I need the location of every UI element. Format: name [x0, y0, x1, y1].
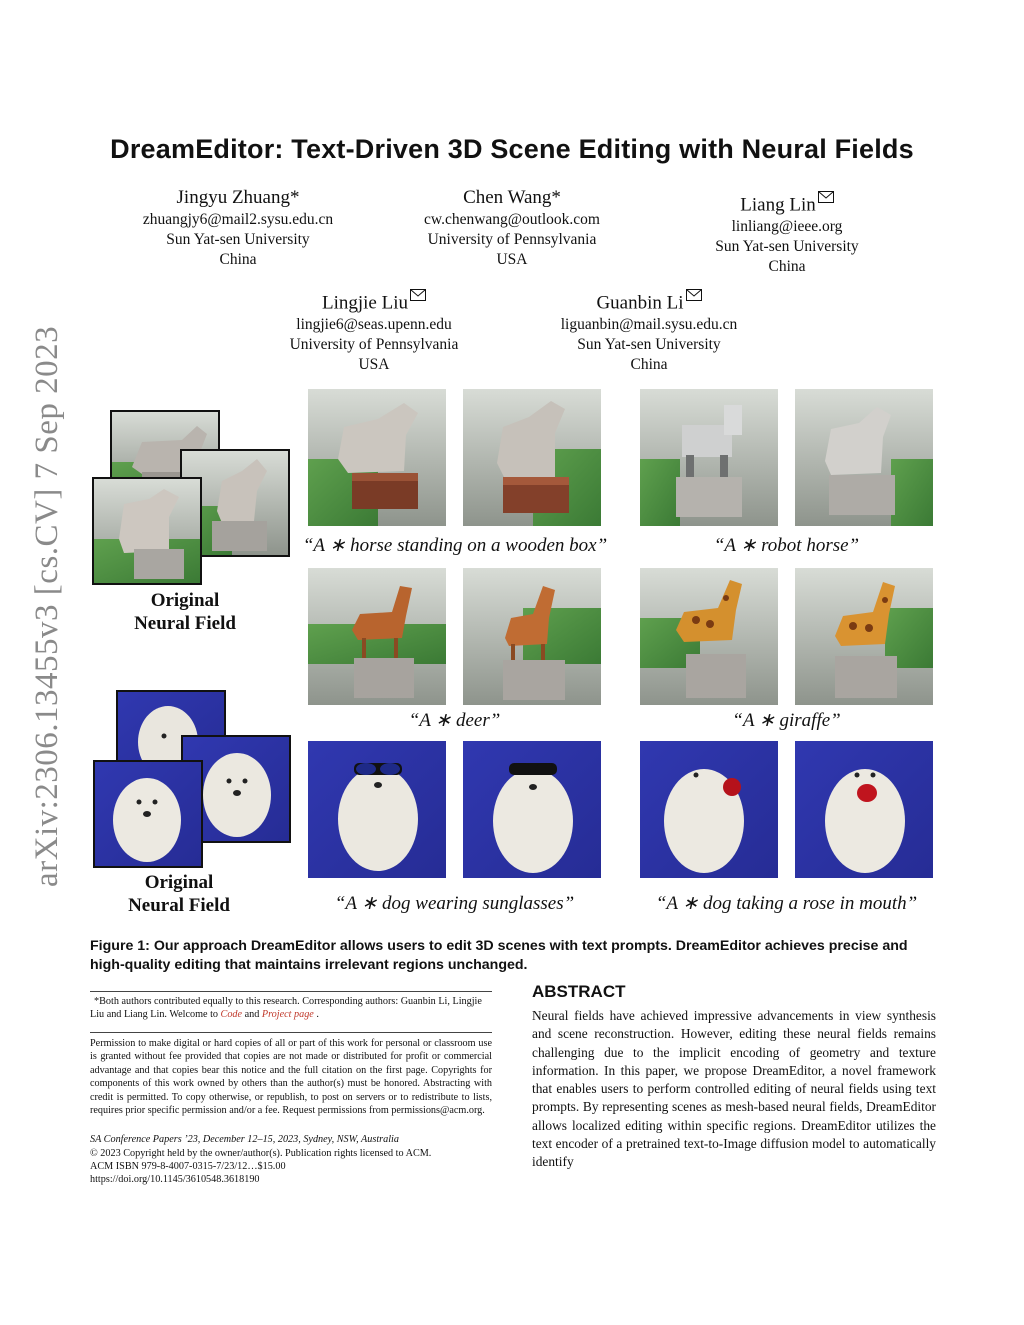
envelope-icon	[818, 186, 834, 210]
author-email[interactable]: lingjie6@seas.upenn.edu	[296, 316, 452, 334]
edited-giraffe-1	[640, 568, 778, 705]
edited-dog-sunglasses-1	[308, 741, 446, 878]
author-name: Chen Wang*	[463, 187, 561, 208]
edited-dog-rose-2	[795, 741, 933, 878]
edited-giraffe-2	[795, 568, 933, 705]
author-block	[382, 186, 642, 270]
footnote-end: .	[313, 1009, 319, 1021]
author-country: China	[219, 251, 257, 268]
doi-link[interactable]: https://doi.org/10.1145/3610548.3618190	[90, 1174, 260, 1185]
original-dog-view-3	[93, 760, 203, 868]
edited-horse-box-2	[463, 389, 601, 526]
footnote-divider	[90, 991, 492, 992]
figure-caption: Figure 1: Our approach DreamEditor allows users to edit 3D scenes with text prompts. DreamEditor achieves precise and high-quality editing that maintains irrelevant regions unchanged.	[90, 938, 908, 973]
edited-dog-rose-1	[640, 741, 778, 878]
original-label-horse: Original Neural Field	[134, 590, 236, 634]
author-block	[108, 186, 368, 270]
permission-divider	[90, 1032, 492, 1033]
arxiv-stamp: arXiv:2306.13455v3 [cs.CV] 7 Sep 2023	[29, 325, 65, 887]
footnote	[90, 995, 492, 1022]
edited-robot-horse-1	[640, 389, 778, 526]
project-page-link[interactable]: Project page	[261, 1009, 314, 1021]
caption-horse-box: “A ∗ horse standing on a wooden box”	[302, 535, 608, 556]
edited-horse-box-1	[308, 389, 446, 526]
author-country: USA	[358, 356, 390, 374]
footnote-text: *Both authors contributed equally to this research. Corresponding authors: Guanbin Li, Lingjie Liu and Liang Lin. Welcome to	[90, 996, 482, 1021]
footnote-and: and	[242, 1009, 262, 1021]
envelope-icon	[686, 284, 702, 308]
original-horse-view-3	[92, 477, 202, 585]
code-link[interactable]: Code	[220, 1009, 243, 1021]
isbn: ACM ISBN 979-8-4007-0315-7/23/12…$15.00	[90, 1161, 286, 1172]
edited-deer-2	[463, 568, 601, 705]
author-email[interactable]: linliang@ieee.org	[731, 218, 843, 236]
author-country: China	[630, 356, 668, 374]
author-name: Jingyu Zhuang*	[176, 187, 300, 208]
author-country: China	[768, 258, 806, 276]
author-affiliation: Sun Yat-sen University	[577, 336, 721, 354]
author-affiliation: University of Pennsylvania	[427, 231, 597, 248]
author-affiliation: University of Pennsylvania	[289, 336, 459, 354]
author-block	[657, 186, 917, 277]
edited-robot-horse-2	[795, 389, 933, 526]
author-email[interactable]: liguanbin@mail.sysu.edu.cn	[560, 316, 738, 334]
author-block	[244, 284, 504, 375]
author-email[interactable]: zhuangjy6@mail2.sysu.edu.cn	[142, 211, 334, 228]
abstract-text: Neural fields have achieved impressive advancements in view synthesis and scene reconstruction. However, editing these neural fields remains challenging due to the implicit encoding of geometry and texture information. In this paper, we propose DreamEditor, a novel framework that enables users to perform controlled editing of neural fields using text prompts. By representing scenes as mesh-based neural fields, DreamEditor allows localized editing within specific regions. DreamEditor utilizes the text encoder of a pretrained text-to-Image diffusion model to automatically identify	[532, 1008, 936, 1170]
author-name: Liang Lin	[740, 194, 816, 216]
paper-title: DreamEditor: Text-Driven 3D Scene Editing with Neural Fields	[110, 134, 914, 164]
author-name: Lingjie Liu	[321, 292, 408, 314]
conference-info: SA Conference Papers ’23, December 12–15, 2023, Sydney, NSW, Australia	[90, 1134, 399, 1145]
author-country: USA	[496, 251, 528, 268]
edited-dog-sunglasses-2	[463, 741, 601, 878]
caption-dog-sunglasses: “A ∗ dog wearing sunglasses”	[334, 893, 575, 914]
caption-deer: “A ∗ deer”	[408, 710, 501, 731]
caption-giraffe: “A ∗ giraffe”	[732, 710, 841, 731]
edited-deer-1	[308, 568, 446, 705]
abstract-heading: ABSTRACT	[532, 982, 626, 1001]
copyright: © 2023 Copyright held by the owner/author(s). Publication rights licensed to ACM.	[90, 1148, 432, 1159]
permission-notice: Permission to make digital or hard copies of all or part of this work for personal or classroom use is granted without fee provided that copies are not made or distributed for profit or commercial advantage and that copies bear this notice and the full citation on the first page. Copyrights for components of this work owned by others than the author(s) must be honored. Abstracting with credit is permitted. To copy otherwise, or republish, to post on servers or to redistribute to lists, requires prior specific permission and/or a fee. Request permissions from permissions@acm.org.	[90, 1038, 492, 1117]
author-affiliation: Sun Yat-sen University	[166, 231, 310, 248]
author-block	[519, 284, 779, 375]
envelope-icon	[410, 284, 426, 308]
original-label-dog: Original Neural Field	[128, 872, 230, 916]
author-name: Guanbin Li	[596, 292, 684, 314]
caption-dog-rose: “A ∗ dog taking a rose in mouth”	[655, 893, 918, 914]
author-email[interactable]: cw.chenwang@outlook.com	[424, 211, 600, 228]
author-affiliation: Sun Yat-sen University	[715, 238, 859, 256]
caption-robot-horse: “A ∗ robot horse”	[713, 535, 860, 556]
